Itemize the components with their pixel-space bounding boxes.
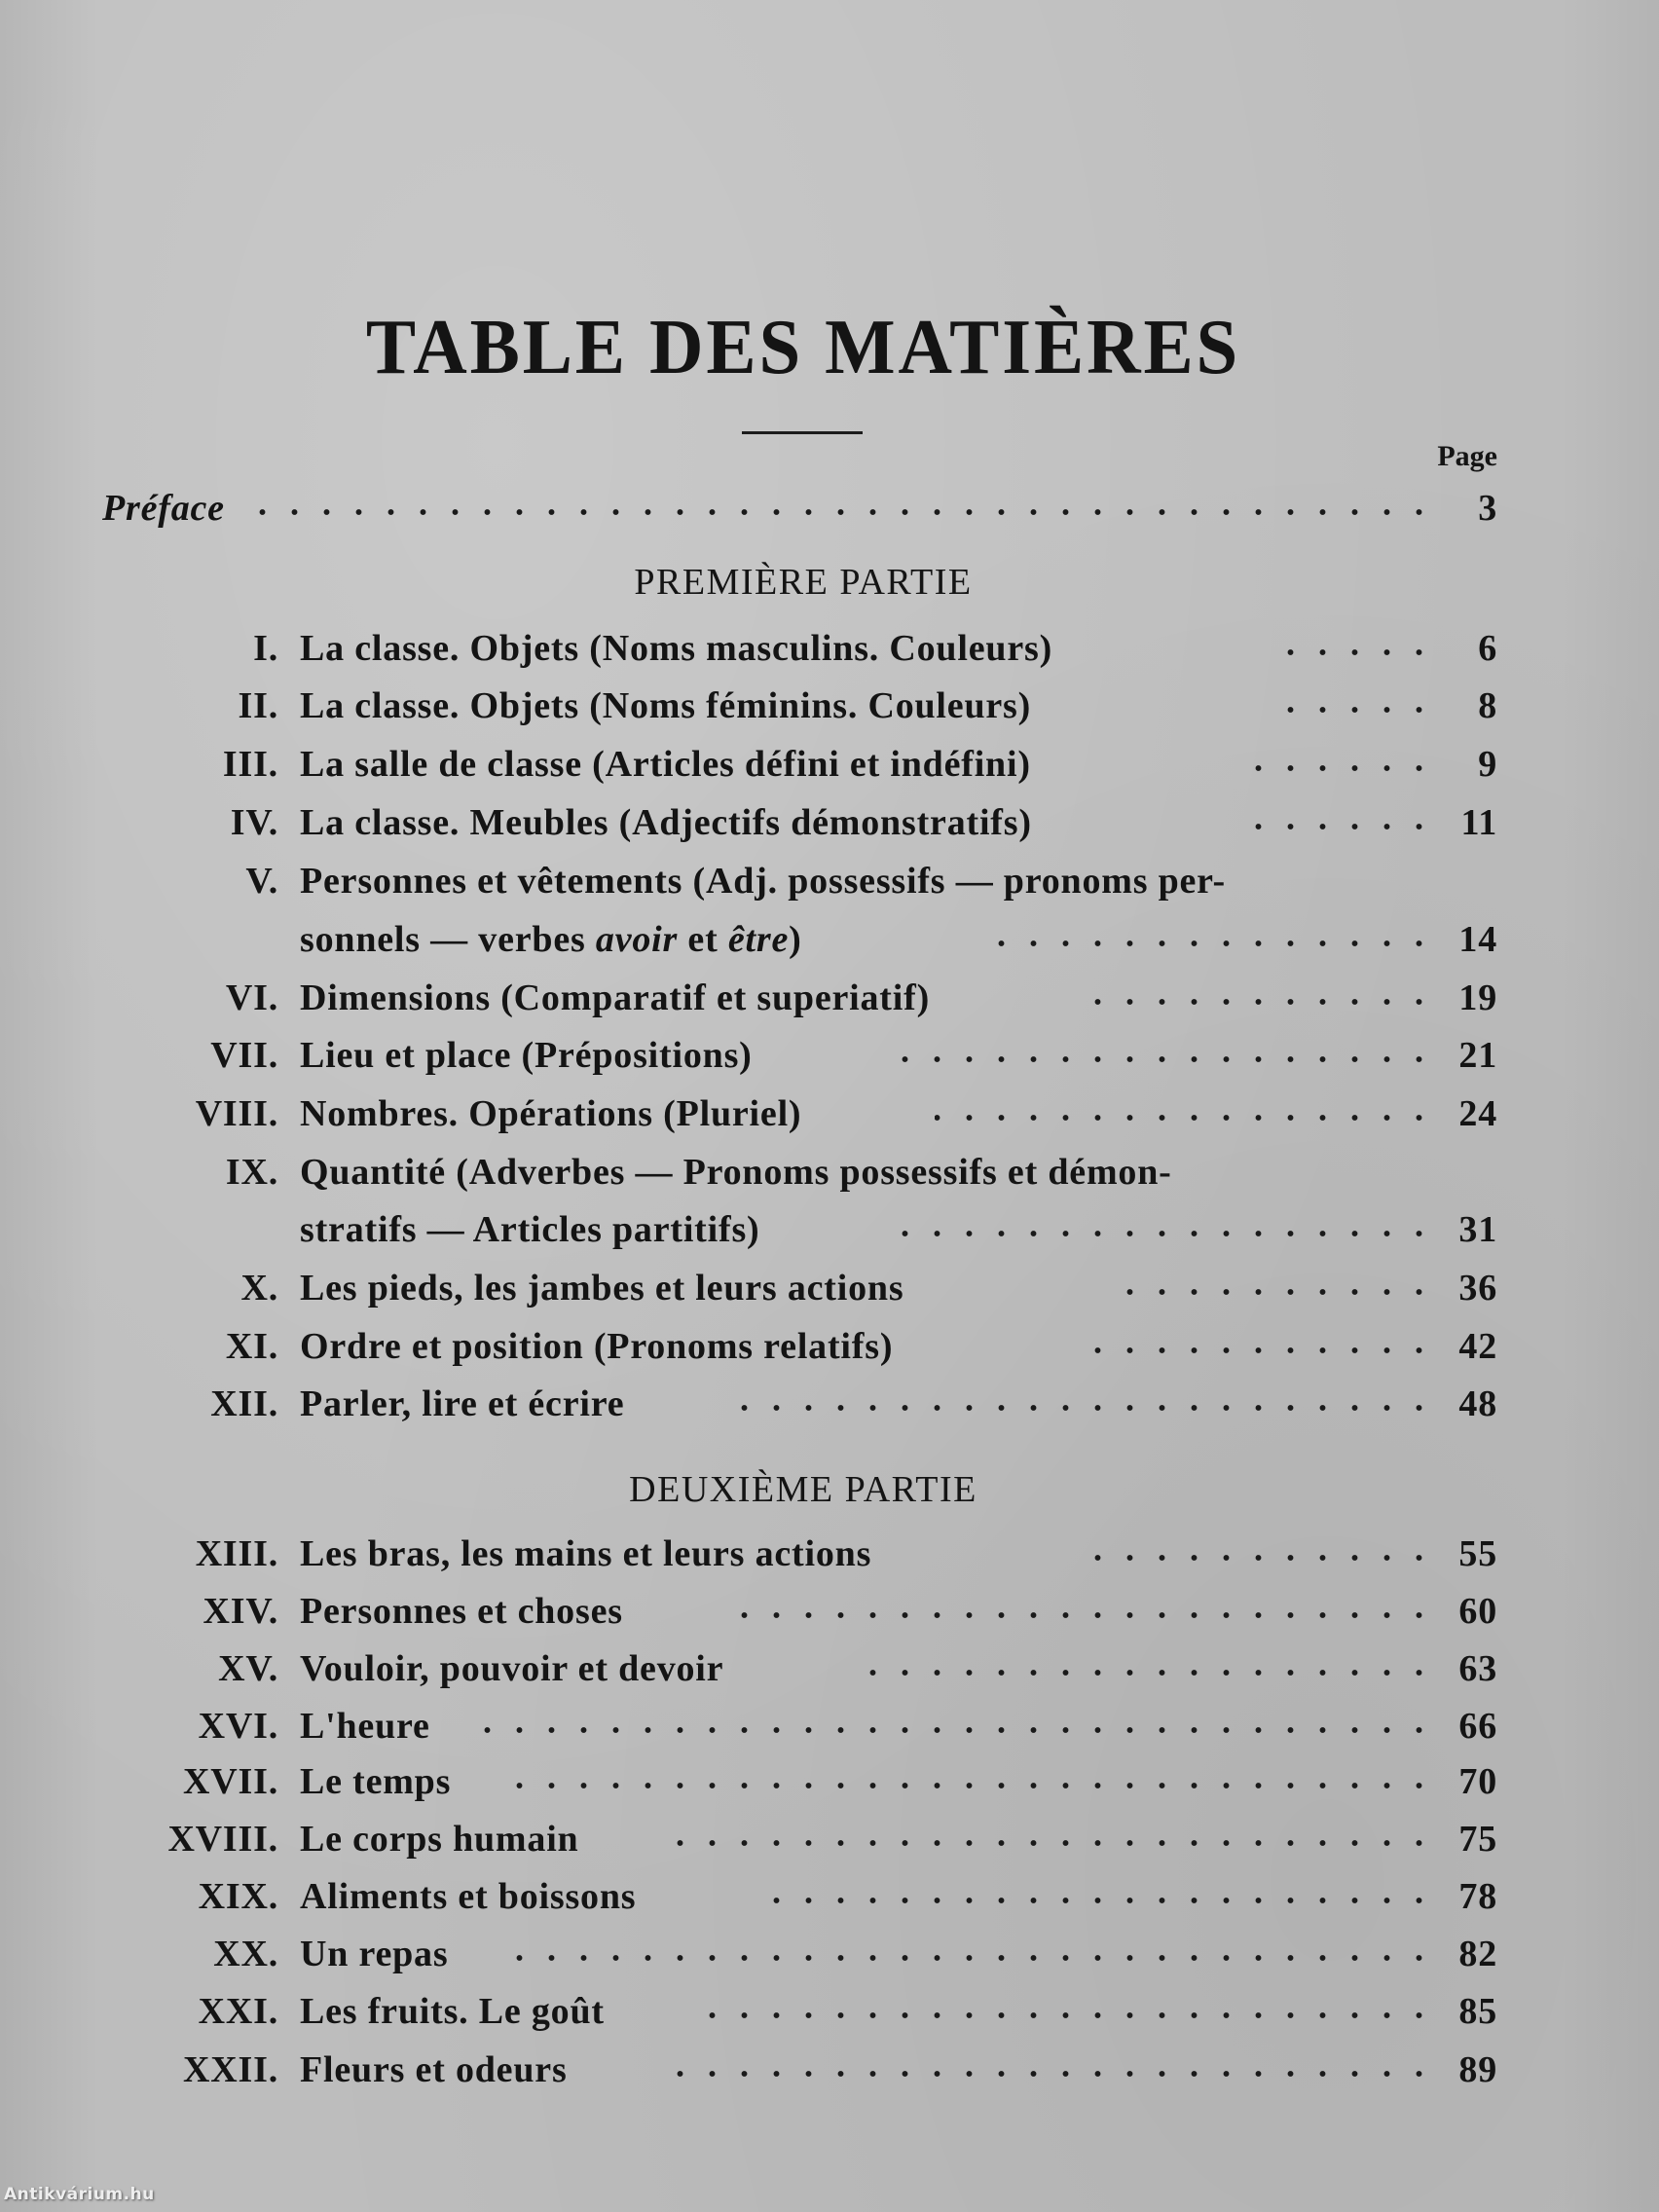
toc-entry[interactable] bbox=[0, 1092, 1659, 1141]
entry-label: Parler, lire et écrire bbox=[300, 1383, 625, 1424]
entry-page: 85 bbox=[1458, 1991, 1497, 2032]
toc-entry[interactable] bbox=[0, 1151, 1659, 1199]
chapter-number: XII. bbox=[210, 1383, 278, 1424]
toc-entry[interactable] bbox=[0, 1382, 1659, 1431]
chapter-number: XXII. bbox=[183, 2049, 278, 2090]
toc-entry[interactable] bbox=[0, 1532, 1659, 1581]
title-divider bbox=[742, 431, 863, 434]
entry-page: 14 bbox=[1458, 919, 1497, 960]
entry-page: 6 bbox=[1478, 628, 1497, 669]
dot-leader bbox=[706, 2011, 1435, 2019]
toc-entry[interactable] bbox=[0, 1325, 1659, 1374]
entry-label: L'heure bbox=[300, 1706, 430, 1747]
section-heading-deuxieme-partie: DEUXIÈME PARTIE bbox=[629, 1469, 977, 1510]
toc-entry[interactable] bbox=[0, 1705, 1659, 1753]
dot-leader bbox=[516, 1954, 1435, 1962]
entry-label-line1: Quantité (Adverbes — Pronoms possessifs et démon- bbox=[300, 1152, 1172, 1193]
dot-leader bbox=[1071, 1346, 1435, 1354]
toc-entry[interactable] bbox=[0, 1990, 1659, 2039]
dot-leader bbox=[255, 508, 1435, 516]
toc-entry[interactable] bbox=[0, 1933, 1659, 1981]
toc-entry[interactable] bbox=[0, 684, 1659, 733]
chapter-number: I. bbox=[253, 628, 278, 669]
entry-label: La salle de classe (Articles défini et indéfini) bbox=[300, 744, 1031, 785]
chapter-number: XI. bbox=[225, 1326, 278, 1367]
entry-page: 3 bbox=[1478, 488, 1497, 529]
entry-page: 48 bbox=[1458, 1383, 1497, 1424]
toc-entry[interactable] bbox=[0, 801, 1659, 850]
entry-page: 42 bbox=[1458, 1326, 1497, 1367]
entry-label: Lieu et place (Prépositions) bbox=[300, 1035, 753, 1076]
entry-label-line2: stratifs — Articles partitifs) bbox=[300, 1209, 760, 1250]
dot-leader bbox=[506, 1782, 1435, 1789]
entry-label: Les bras, les mains et leurs actions bbox=[300, 1533, 872, 1574]
dot-leader bbox=[891, 1055, 1435, 1063]
page-column-header: Page bbox=[1437, 440, 1497, 472]
dot-leader bbox=[720, 1404, 1435, 1412]
entry-page: 9 bbox=[1478, 744, 1497, 785]
toc-entry[interactable] bbox=[0, 860, 1659, 908]
toc-entry[interactable] bbox=[0, 1590, 1659, 1639]
chapter-number: IX. bbox=[225, 1152, 278, 1193]
toc-entry[interactable] bbox=[0, 2048, 1659, 2097]
entry-page: 89 bbox=[1458, 2049, 1497, 2090]
dot-leader bbox=[935, 1114, 1435, 1122]
dot-leader bbox=[482, 1726, 1435, 1734]
dot-leader bbox=[983, 940, 1435, 947]
entry-label: La classe. Objets (Noms masculins. Couleurs) bbox=[300, 628, 1053, 669]
toc-entry[interactable] bbox=[0, 977, 1659, 1025]
chapter-number: VII. bbox=[210, 1035, 278, 1076]
section-heading-premiere-partie: PREMIÈRE PARTIE bbox=[634, 562, 973, 603]
page-title: TABLE DES MATIÈRES bbox=[365, 305, 1241, 390]
chapter-number: XV. bbox=[218, 1648, 278, 1689]
toc-entry[interactable] bbox=[0, 743, 1659, 792]
chapter-number: XIII. bbox=[195, 1533, 278, 1574]
entry-page: 24 bbox=[1458, 1093, 1497, 1134]
toc-entry[interactable] bbox=[0, 627, 1659, 676]
entry-label-line1: Personnes et vêtements (Adj. possessifs — pronoms per- bbox=[300, 861, 1226, 902]
dot-leader bbox=[1236, 823, 1435, 830]
toc-entry[interactable] bbox=[0, 1034, 1659, 1083]
entry-page: 82 bbox=[1458, 1934, 1497, 1974]
entry-label: Un repas bbox=[300, 1934, 449, 1974]
entry-page: 66 bbox=[1458, 1706, 1497, 1747]
dot-leader bbox=[1071, 998, 1435, 1006]
entry-label: Dimensions (Comparatif et superiatif) bbox=[300, 977, 931, 1018]
entry-label: Les fruits. Le goût bbox=[300, 1991, 605, 2032]
entry-label: Le temps bbox=[300, 1761, 452, 1802]
entry-page: 55 bbox=[1458, 1533, 1497, 1574]
dot-leader bbox=[1110, 1288, 1435, 1296]
entry-label-line2 bbox=[300, 918, 802, 961]
entry-label: Nombres. Opérations (Pluriel) bbox=[300, 1093, 802, 1134]
entry-label: Aliments et boissons bbox=[300, 1876, 637, 1917]
dot-leader bbox=[720, 1611, 1435, 1619]
chapter-number: IV. bbox=[230, 802, 278, 843]
entry-page: 31 bbox=[1458, 1209, 1497, 1250]
chapter-number: XVII. bbox=[183, 1761, 278, 1802]
label-italic-avoir: avoir bbox=[595, 919, 679, 960]
entry-page: 11 bbox=[1460, 802, 1497, 843]
dot-leader bbox=[1071, 1554, 1435, 1562]
chapter-number: II. bbox=[238, 685, 278, 726]
entry-label: Personnes et choses bbox=[300, 1591, 623, 1632]
chapter-number: XX. bbox=[213, 1934, 278, 1974]
entry-label: Les pieds, les jambes et leurs actions bbox=[300, 1268, 904, 1309]
dot-leader bbox=[1268, 706, 1435, 714]
chapter-number: VIII. bbox=[195, 1093, 278, 1134]
label-text: et bbox=[678, 919, 728, 960]
chapter-number: VI. bbox=[225, 977, 278, 1018]
chapter-number: XVI. bbox=[198, 1706, 278, 1747]
entry-page: 8 bbox=[1478, 685, 1497, 726]
toc-entry-continuation[interactable] bbox=[0, 918, 1659, 967]
entry-page: 60 bbox=[1458, 1591, 1497, 1632]
entry-page: 70 bbox=[1458, 1761, 1497, 1802]
entry-label: La classe. Meubles (Adjectifs démonstratifs) bbox=[300, 802, 1032, 843]
toc-entry[interactable] bbox=[0, 1267, 1659, 1315]
entry-label: Le corps humain bbox=[300, 1819, 579, 1860]
chapter-number: XVIII. bbox=[167, 1819, 278, 1860]
entry-page: 63 bbox=[1458, 1648, 1497, 1689]
toc-entry[interactable] bbox=[0, 1647, 1659, 1696]
entry-page: 36 bbox=[1458, 1268, 1497, 1309]
dot-leader bbox=[672, 2070, 1435, 2078]
chapter-number: III. bbox=[222, 744, 278, 785]
dot-leader bbox=[886, 1230, 1435, 1237]
entry-page: 75 bbox=[1458, 1819, 1497, 1860]
entry-page: 21 bbox=[1458, 1035, 1497, 1076]
dot-leader bbox=[755, 1897, 1435, 1904]
toc-entry-preface[interactable] bbox=[0, 487, 1659, 535]
dot-leader bbox=[1236, 764, 1435, 772]
entry-page: 19 bbox=[1458, 977, 1497, 1018]
entry-label: Préface bbox=[102, 488, 225, 529]
chapter-number: XIV. bbox=[203, 1591, 278, 1632]
dot-leader bbox=[1268, 648, 1435, 656]
dot-leader bbox=[847, 1669, 1435, 1677]
label-text: sonnels — verbes bbox=[300, 919, 596, 960]
entry-label: La classe. Objets (Noms féminins. Couleurs) bbox=[300, 685, 1032, 726]
entry-label: Fleurs et odeurs bbox=[300, 2049, 568, 2090]
label-text: ) bbox=[789, 919, 802, 960]
toc-entry[interactable] bbox=[0, 1760, 1659, 1809]
entry-page: 78 bbox=[1458, 1876, 1497, 1917]
chapter-number: XXI. bbox=[198, 1991, 278, 2032]
chapter-number: XIX. bbox=[198, 1876, 278, 1917]
chapter-number: V. bbox=[245, 861, 278, 902]
entry-label: Ordre et position (Pronoms relatifs) bbox=[300, 1326, 894, 1367]
toc-entry[interactable] bbox=[0, 1818, 1659, 1866]
toc-entry-continuation[interactable] bbox=[0, 1208, 1659, 1257]
toc-entry[interactable] bbox=[0, 1875, 1659, 1924]
chapter-number: X. bbox=[240, 1268, 278, 1309]
entry-label: Vouloir, pouvoir et devoir bbox=[300, 1648, 724, 1689]
label-italic-etre: être bbox=[727, 919, 790, 960]
dot-leader bbox=[672, 1839, 1435, 1847]
watermark: Antikvárium.hu bbox=[4, 2185, 155, 2204]
